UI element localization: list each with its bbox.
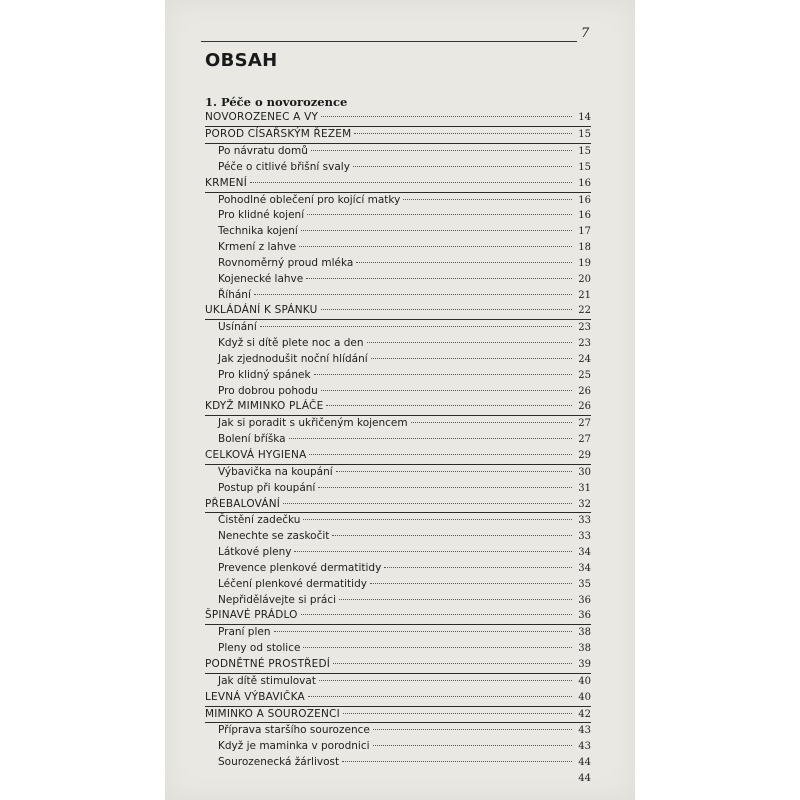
toc-entry-label: PŘEBALOVÁNÍ (205, 497, 281, 510)
dot-leader (274, 631, 572, 632)
toc-entry-label: Léčení plenkové dermatitidy (218, 577, 367, 590)
toc-entry-label: Jak dítě stimulovat (218, 674, 316, 687)
toc-entry-label: MIMINKO A SOUROZENCI (205, 707, 340, 720)
dot-leader (294, 551, 572, 552)
toc-entry-page-number: 30 (578, 466, 591, 478)
dot-leader (384, 567, 572, 568)
toc-subsection-entry (205, 432, 591, 448)
toc-entry-label: Kojenecké lahve (218, 272, 304, 285)
toc-entry-label: Když je maminka v porodnici (218, 740, 370, 753)
toc-subsection-entry (205, 674, 591, 690)
toc-subsection-entry (205, 144, 591, 160)
toc-subsection-entry (205, 224, 591, 240)
toc-section-entry (205, 690, 591, 707)
toc-entry-page-number: 22 (578, 305, 591, 317)
toc-entry-page-number: 15 (578, 145, 591, 157)
toc-entry-label: Říhání (218, 288, 251, 301)
toc-entry-label: Rovnoměrný proud mléka (218, 256, 354, 269)
toc-entry-page-number: 38 (578, 627, 591, 639)
toc-entry-label: LEVNÁ VÝBAVIČKA (205, 690, 305, 703)
dot-leader (283, 503, 572, 504)
toc-subsection-entry (205, 545, 591, 561)
dot-leader (354, 133, 572, 134)
toc-entry-label: KRMENÍ (205, 176, 248, 189)
toc-entry-page-number: 24 (578, 353, 591, 365)
toc-subsection-entry (205, 416, 591, 432)
toc-subsection-entry (205, 368, 591, 384)
toc-entry-label: Pohodlné oblečení pro kojící matky (218, 193, 401, 206)
toc-entry-label: Nenechte se zaskočit (218, 530, 330, 543)
toc-entry-label: Usínání (218, 321, 257, 334)
toc-entry-page-number: 15 (578, 129, 591, 141)
toc-entry-label: Nepřidělávejte si práci (218, 593, 337, 606)
toc-subsection-entry (205, 723, 591, 739)
dot-leader (306, 278, 572, 279)
toc-entry-label: UKLÁDÁNÍ K SPÁNKU (205, 304, 318, 317)
toc-entry-page-number: 20 (578, 273, 591, 285)
dot-leader (260, 326, 572, 327)
toc-entry-page-number: 23 (578, 338, 591, 350)
toc-entry-page-number: 21 (578, 289, 591, 301)
toc-entry-page-number: 34 (578, 562, 591, 574)
toc-subsection-entry (205, 240, 591, 256)
dot-leader (370, 583, 572, 584)
dot-leader (332, 535, 572, 536)
dot-leader (373, 745, 572, 746)
dot-leader (339, 599, 572, 600)
toc-entry-page-number: 34 (578, 547, 591, 559)
toc-entry-page-number: 44 (578, 772, 591, 784)
toc-entry-page-number: 27 (578, 434, 591, 446)
toc-entry-page-number: 40 (578, 691, 591, 703)
toc-entry-page-number: 31 (578, 482, 591, 494)
dot-leader (411, 422, 572, 423)
dot-leader (321, 390, 572, 391)
dot-leader (336, 471, 572, 472)
toc-entry-page-number: 42 (578, 708, 591, 720)
toc-entry-label: Když si dítě plete noc a den (218, 337, 364, 350)
toc-entry-page-number: 26 (578, 385, 591, 397)
toc-entry-label: NOVOROZENEC A VY (205, 111, 319, 124)
toc-entry-label: Praní plen (218, 626, 271, 639)
toc-subsection-entry (205, 529, 591, 545)
toc-section-entry (205, 707, 591, 724)
toc-entry-page-number: 32 (578, 498, 591, 510)
chapter-heading: 1. Péče o novorozence (205, 95, 348, 109)
toc-subsection-entry (205, 561, 591, 577)
page-number: 7 (581, 26, 590, 41)
toc-subsection-entry (205, 755, 591, 771)
toc-subsection-entry (205, 288, 591, 304)
toc-section-entry (205, 176, 591, 193)
toc-entry-label: Pro klidný spánek (218, 368, 311, 381)
dot-leader (321, 116, 572, 117)
toc-section-entry (205, 497, 591, 514)
dot-leader (343, 713, 572, 714)
toc-entry-page-number: 23 (578, 322, 591, 334)
dot-leader (353, 166, 572, 167)
dot-leader (311, 150, 572, 151)
toc-entry-page-number: 43 (578, 741, 591, 753)
header-rule (201, 41, 577, 42)
toc-entry-page-number: 14 (578, 112, 591, 124)
toc-entry-label: Pro klidné kojení (218, 209, 305, 222)
toc-subsection-entry (205, 208, 591, 224)
toc-subsection-entry (205, 384, 591, 400)
dot-leader (318, 487, 572, 488)
toc-subsection-entry (205, 193, 591, 209)
toc-subsection-entry (205, 256, 591, 272)
toc-entry-page-number: 26 (578, 401, 591, 413)
toc-entry-label: Čistění zadečku (218, 514, 301, 527)
dot-leader (307, 214, 572, 215)
dot-leader (301, 230, 572, 231)
dot-leader (254, 294, 572, 295)
toc-entry-page-number: 19 (578, 257, 591, 269)
toc-entry-page-number: 17 (578, 226, 591, 238)
toc-entry-label: Po návratu domů (218, 144, 308, 157)
dot-leader (356, 262, 572, 263)
toc-subsection-entry (205, 577, 591, 593)
toc-entry-page-number: 16 (578, 210, 591, 222)
toc-subsection-entry (205, 513, 591, 529)
dot-leader (299, 246, 572, 247)
toc-section-entry (205, 657, 591, 674)
toc-entry-label: Sourozenecká žárlivost (218, 756, 340, 769)
toc-entry-page-number: 43 (578, 725, 591, 737)
toc-subsection-entry (205, 641, 591, 657)
toc-subsection-entry (205, 465, 591, 481)
toc-section-entry (205, 127, 591, 144)
table-of-contents (205, 94, 591, 787)
toc-entry-page-number: 35 (578, 578, 591, 590)
dot-leader (314, 374, 572, 375)
toc-entry-page-number: 33 (578, 531, 591, 543)
toc-subsection-entry (205, 625, 591, 641)
dot-leader (250, 182, 572, 183)
toc-subsection-entry (205, 352, 591, 368)
toc-entry-label: Látkové pleny (218, 546, 292, 559)
toc-entry-page-number: 33 (578, 515, 591, 527)
toc-entry-label: Technika kojení (218, 225, 298, 238)
book-page (165, 0, 635, 800)
toc-subsection-entry (205, 481, 591, 497)
toc-subsection-entry (205, 320, 591, 336)
toc-subsection-entry (205, 160, 591, 176)
toc-entry-label: Péče o citlivé břišní svaly (218, 160, 350, 173)
toc-entry-label: CELKOVÁ HYGIENA (205, 449, 307, 462)
toc-subsection-entry (205, 739, 591, 755)
dot-leader (303, 647, 572, 648)
dot-leader (309, 454, 572, 455)
toc-entry-page-number: 36 (578, 594, 591, 606)
toc-section-entry (205, 448, 591, 465)
toc-entry-label: Jak si poradit s ukřičeným kojencem (218, 417, 408, 430)
toc-entry-page-number: 38 (578, 643, 591, 655)
dot-leader (303, 519, 572, 520)
toc-entry-label: Pro dobrou pohodu (218, 384, 318, 397)
dot-leader (333, 663, 572, 664)
toc-entry-label: Bolení bříška (218, 433, 286, 446)
toc-entry-page-number: 36 (578, 610, 591, 622)
toc-entry-page-number: 44 (578, 757, 591, 769)
toc-entry-page-number: 15 (578, 161, 591, 173)
toc-entry-label: Postup při koupání (218, 481, 316, 494)
toc-entry-label: KDYŽ MIMINKO PLÁČE (205, 400, 324, 413)
toc-entry-label: PODNĚTNÉ PROSTŘEDÍ (205, 657, 331, 670)
toc-subsection-entry (205, 771, 591, 787)
toc-entry-page-number: 29 (578, 450, 591, 462)
dot-leader (321, 309, 573, 310)
dot-leader (373, 729, 572, 730)
toc-subsection-entry (205, 336, 591, 352)
dot-leader (319, 680, 572, 681)
toc-entry-label: Krmení z lahve (218, 241, 297, 254)
toc-section-entry (205, 399, 591, 416)
toc-entry-label: Výbavička na koupání (218, 465, 333, 478)
toc-subsection-entry (205, 272, 591, 288)
toc-entry-label: Pleny od stolice (218, 642, 301, 655)
toc-section-entry (205, 608, 591, 625)
toc-section-entry (205, 110, 591, 127)
toc-entry-label: POROD CÍSAŘSKÝM ŘEZEM (205, 128, 352, 141)
toc-entry-page-number: 18 (578, 242, 591, 254)
dot-leader (403, 199, 572, 200)
dot-leader (308, 696, 572, 697)
toc-entry-label: ŠPINAVÉ PRÁDLO (205, 609, 298, 622)
dot-leader (371, 358, 572, 359)
toc-entry-page-number: 16 (578, 177, 591, 189)
dot-leader (301, 614, 572, 615)
toc-entry-page-number: 16 (578, 194, 591, 206)
dot-leader (289, 438, 572, 439)
dot-leader (342, 761, 572, 762)
toc-entry-page-number: 39 (578, 658, 591, 670)
page-title: OBSAH (205, 50, 278, 71)
toc-entry-page-number: 40 (578, 675, 591, 687)
toc-entry-label: Prevence plenkové dermatitidy (218, 561, 382, 574)
toc-section-entry (205, 303, 591, 320)
toc-entry-label: Příprava staršího sourozence (218, 724, 370, 737)
toc-entry-page-number: 27 (578, 418, 591, 430)
toc-entry-page-number: 25 (578, 369, 591, 381)
dot-leader (326, 405, 572, 406)
toc-entry-label: Jak zjednodušit noční hlídání (218, 352, 368, 365)
toc-subsection-entry (205, 593, 591, 609)
dot-leader (367, 342, 572, 343)
